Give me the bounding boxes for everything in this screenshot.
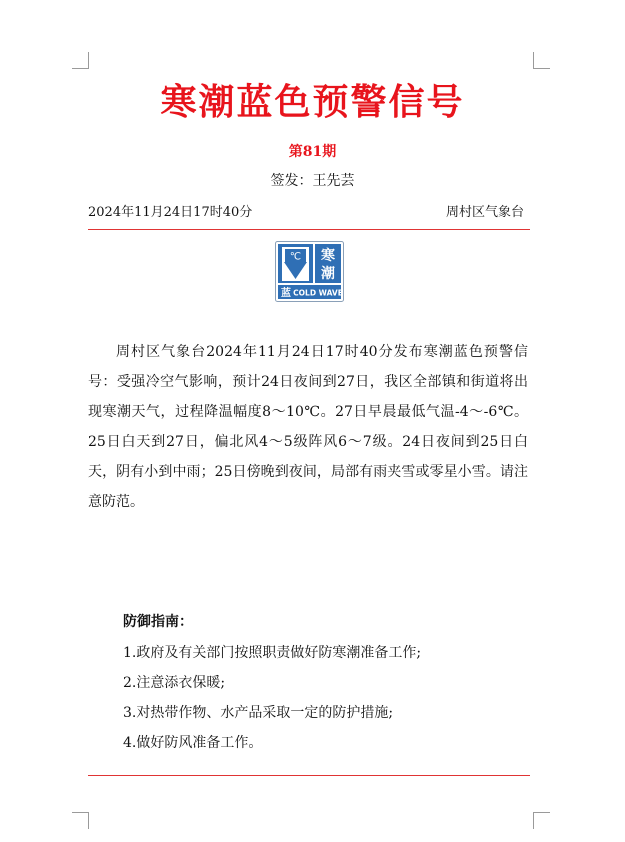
header-divider	[88, 229, 530, 230]
cold-wave-blue-warning-icon	[275, 241, 344, 302]
icon-english-label: COLD WAVE	[293, 288, 343, 298]
icon-char-top: 寒	[321, 248, 335, 264]
defense-guide-list	[123, 638, 421, 758]
list-item: 2.注意添衣保暖;	[123, 675, 226, 691]
page-corner-mark-top-right	[533, 52, 550, 69]
page-corner-mark-top-left	[72, 52, 89, 69]
issuer-name: 周村区气象台	[445, 205, 524, 220]
page-corner-mark-bottom-left	[72, 812, 89, 829]
page-corner-mark-bottom-right	[533, 812, 550, 829]
defense-guide-title: 防御指南：	[123, 614, 193, 630]
issue-number: 第81期	[288, 144, 337, 160]
list-item: 4.做好防风准备工作。	[123, 735, 263, 751]
icon-char-bottom: 潮	[321, 266, 335, 282]
document-title: 寒潮蓝色预警信号	[160, 81, 465, 123]
warning-body-text: 周村区气象台2024年11月24日17时40分发布寒潮蓝色预警信号：受强冷空气影响，预计24日夜间到27日，我区全部镇和街道将出现寒潮天气，过程降温幅度8～10℃。27日早晨最低气温-4～-6℃。25日白天到27日，偏北风4～5级阵风6～7级。24日夜间到25日白天，阴有小到中雨；25日傍晚到夜间，局部有雨夹雪或零星小雪。请注意防范。	[88, 344, 528, 510]
celsius-symbol: ℃	[289, 251, 302, 263]
signer: 签发：王先芸	[270, 173, 355, 189]
list-item: 3.对热带作物、水产品采取一定的防护措施;	[123, 705, 394, 721]
footer-divider	[88, 775, 530, 776]
list-item: 1.政府及有关部门按照职责做好防寒潮准备工作;	[123, 645, 422, 661]
warning-level-label: 蓝	[281, 288, 291, 299]
issue-datetime: 2024年11月24日17时40分	[88, 205, 253, 220]
info-row	[88, 201, 524, 220]
